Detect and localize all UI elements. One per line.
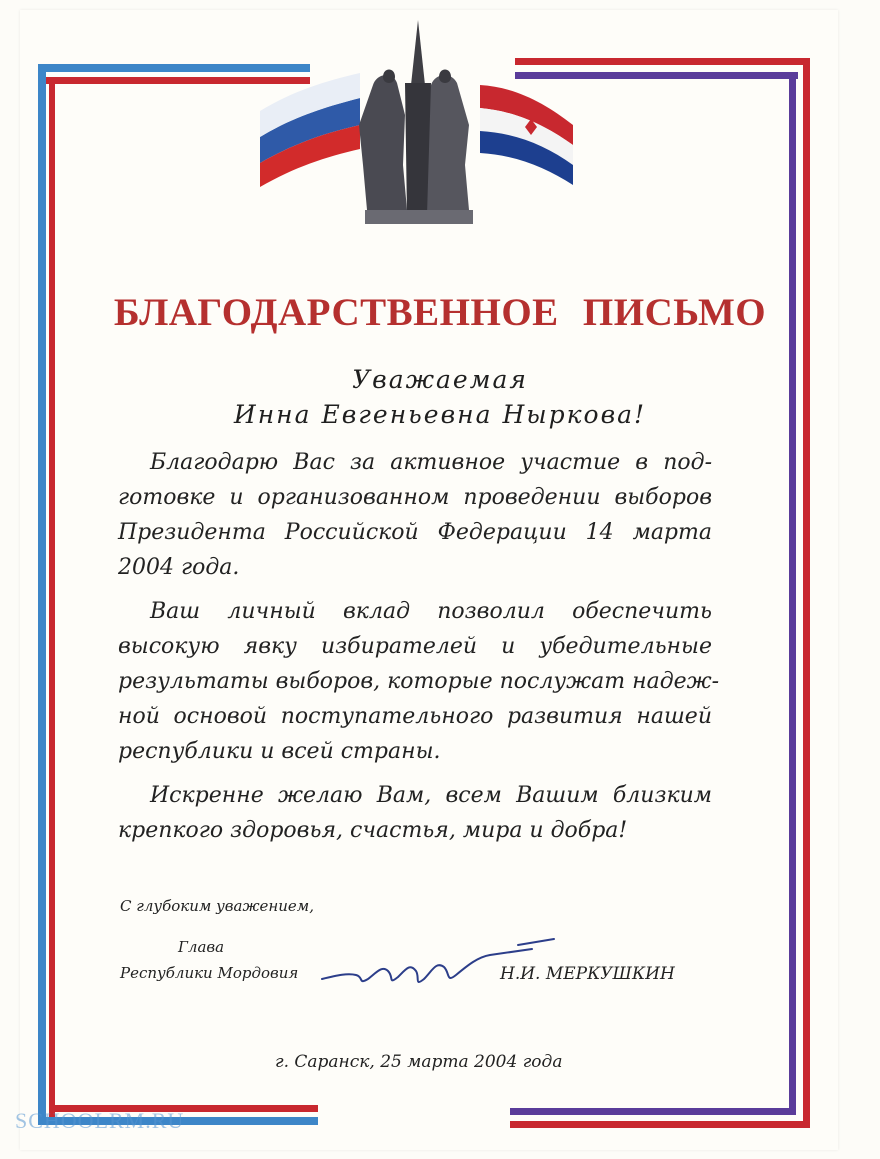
frame-stripe-blue-left — [38, 64, 46, 1124]
site-watermark: SCHOOLRM.RU — [15, 1108, 185, 1133]
place-and-date: г. Саранск, 25 марта 2004 года — [275, 1052, 563, 1072]
body-line: ной основой поступательного развития нашей — [118, 704, 712, 729]
body-line: Ваш личный вклад позволил обеспечить — [150, 599, 712, 624]
body-line: результаты выборов, которые послужат надеж- — [118, 669, 720, 694]
frame-stripe-red-bottom-right — [510, 1121, 810, 1128]
signer-title-line1: Глава — [178, 938, 225, 956]
body-line: Искренне желаю Вам, всем Вашим близким — [150, 783, 712, 808]
body-line: республики и всей страны. — [118, 739, 441, 764]
greeting-salutation: Уважаемая — [352, 365, 528, 394]
frame-stripe-red-right — [803, 58, 810, 1128]
body-line: 2004 года. — [118, 555, 240, 580]
frame-stripe-purple-right — [789, 72, 796, 1112]
body-line: высокую явку избирателей и убедительные — [118, 634, 712, 659]
signer-name: Н.И. МЕРКУШКИН — [500, 964, 675, 984]
closing-phrase: С глубоким уважением, — [120, 897, 315, 915]
monument-with-flags-icon — [255, 15, 585, 230]
letter-title: БЛАГОДАРСТВЕННОЕ ПИСЬМО — [113, 291, 767, 334]
body-line: готовке и организованном проведении выборов — [118, 485, 712, 510]
body-line: Президента Российской Федерации 14 марта — [118, 520, 712, 545]
body-line: Благодарю Вас за активное участие в под- — [150, 450, 712, 475]
greeting-recipient-name: Инна Евгеньевна Ныркова! — [233, 400, 647, 429]
body-line: крепкого здоровья, счастья, мира и добра! — [118, 818, 628, 843]
frame-stripe-red-left — [49, 77, 55, 1122]
frame-stripe-purple-bottom-right — [510, 1108, 796, 1115]
signer-title-line2: Республики Мордовия — [120, 964, 299, 982]
